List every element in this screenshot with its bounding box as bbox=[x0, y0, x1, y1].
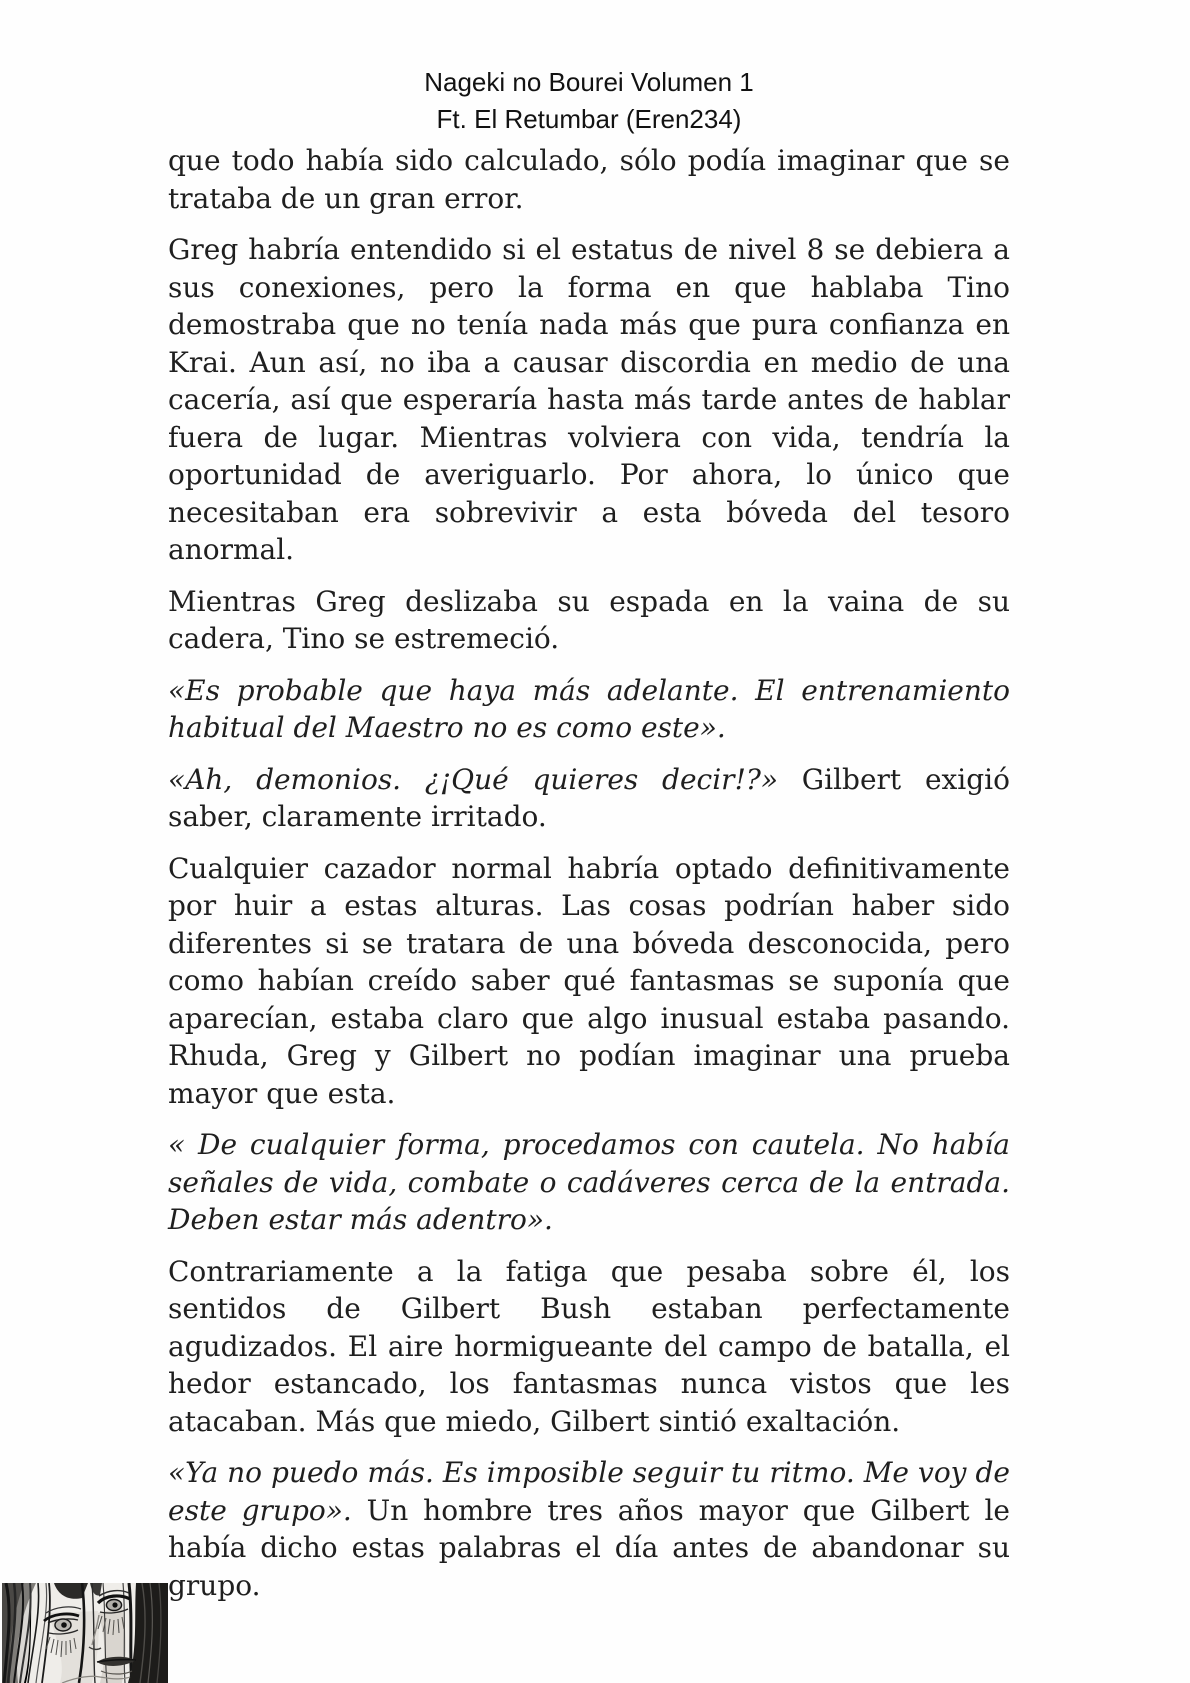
narration-fragment: Un hombre tres años mayor que Gilbert le había dicho estas palabras el día antes de abandonar su grupo. bbox=[168, 1493, 1010, 1602]
body-text bbox=[168, 142, 1010, 1604]
paragraph-2: Greg habría entendido si el estatus de nivel 8 se debiera a sus conexiones, pero la forma en que hablaba Tino demostraba que no tenía nada más que pura confianza en Krai. Aun así, no iba a causar discordia en medio de una cacería, así que esperaría hasta más tarde antes de hablar fuera de lugar. Mientras volviera con vida, tendría la oportunidad de averiguarlo. Por ahora, lo único que necesitaban era sobrevivir a esta bóveda del tesoro anormal. bbox=[168, 233, 1010, 566]
paragraph-9 bbox=[168, 1454, 1010, 1604]
quote-fragment: «Ah, demonios. ¿¡Qué quieres decir!?» bbox=[168, 762, 778, 796]
paragraph-7-quote: « De cualquier forma, procedamos con cautela. No había señales de vida, combate o cadáveres cerca de la entrada. Deben estar más adentro». bbox=[168, 1128, 1010, 1236]
doc-subtitle: Ft. El Retumbar (Eren234) bbox=[436, 104, 742, 134]
paragraph-3: Mientras Greg deslizaba su espada en la vaina de su cadera, Tino se estremeció. bbox=[168, 584, 1010, 655]
document-header bbox=[168, 64, 1010, 138]
paragraph-8: Contrariamente a la fatiga que pesaba sobre él, los sentidos de Gilbert Bush estaban perfectamente agudizados. El aire hormigueante del campo de batalla, el hedor estancado, los fantasmas nunca vistos que les atacaban. Más que miedo, Gilbert sintió exaltación. bbox=[168, 1254, 1010, 1438]
manga-face-illustration bbox=[2, 1583, 168, 1683]
doc-title: Nageki no Bourei Volumen 1 bbox=[424, 67, 754, 97]
paragraph-4-quote: «Es probable que haya más adelante. El entrenamiento habitual del Maestro no es como este». bbox=[168, 673, 1010, 744]
paragraph-1: que todo había sido calculado, sólo podía imaginar que se trataba de un gran error. bbox=[168, 144, 1010, 215]
quote-fragment: «Ya no puedo más. Es imposible seguir tu ritmo. Me voy de este grupo». bbox=[168, 1456, 1010, 1527]
paragraph-5 bbox=[168, 761, 1010, 836]
narration-fragment: Gilbert exigió saber, claramente irritado. bbox=[168, 762, 1010, 833]
manga-face-drawing bbox=[2, 1583, 168, 1683]
page-content bbox=[168, 64, 1010, 1618]
paragraph-6: Cualquier cazador normal habría optado definitivamente por huir a estas alturas. Las cosas podrían haber sido diferentes si se tratara de una bóveda desconocida, pero como habían creído saber qué fantasmas se suponía que aparecían, estaba claro que algo inusual estaba pasando. Rhuda, Greg y Gilbert no podían imaginar una prueba mayor que esta. bbox=[168, 851, 1010, 1110]
